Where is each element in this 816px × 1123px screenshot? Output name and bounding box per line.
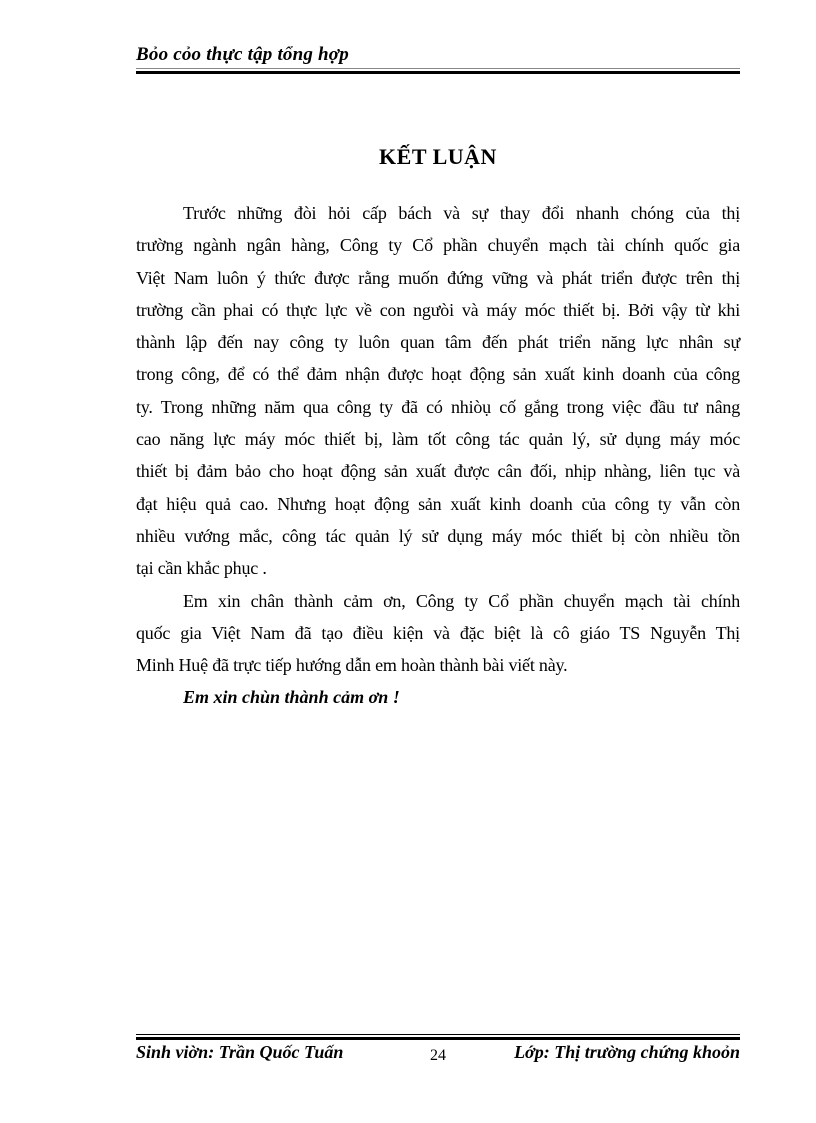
body-line: trong công, để có thể đảm nhận được hoạt động sản xuất kinh doanh của công	[136, 364, 740, 385]
body-line: đạt hiệu quả cao. Nhưng hoạt động sản xuất kinh doanh của công ty vẫn còn	[136, 493, 740, 514]
paragraph-1	[136, 197, 740, 585]
header-rule-thin	[136, 68, 740, 69]
document-body	[136, 197, 740, 714]
body-line: ty. Trong những năm qua công ty đã có nhiòụ cố gắng trong việc đầu tư nâng	[136, 396, 740, 417]
body-line: thiết bị đảm bảo cho hoạt động sản xuất được cân đối, nhịp nhàng, liên tục và	[136, 461, 740, 482]
page-title: KẾT LUẬN	[379, 144, 497, 169]
footer-rule	[136, 1034, 740, 1040]
header-title: Bỏo cỏo thực tập tổng hợp	[136, 44, 349, 65]
footer-student-name: Sinh viờn: Trần Quốc Tuấn	[136, 1042, 344, 1062]
body-line: Trước những đòi hỏi cấp bách và sự thay đổi nhanh chóng của thị	[183, 203, 740, 223]
header-rule-thick	[136, 71, 740, 74]
footer-rule-thin	[136, 1034, 740, 1035]
footer-class-name: Lớp: Thị trường chứng khoỏn	[514, 1042, 740, 1062]
body-line: cao năng lực máy móc thiết bị, làm tốt công tác quản lý, sử dụng máy móc	[136, 429, 740, 450]
body-line: nhiều vướng mắc, công tác quản lý sử dụng máy móc thiết bị còn nhiều tồn	[136, 525, 740, 546]
body-line: trường ngành ngân hàng, Công ty Cổ phần chuyển mạch tài chính quốc gia	[136, 235, 740, 256]
page-footer	[136, 1042, 740, 1070]
page-number: 24	[430, 1047, 446, 1064]
body-line: thành lập đến nay công ty luôn quan tâm đến phát triển năng lực nhân sự	[136, 332, 740, 353]
body-line: Minh Huệ đã trực tiếp hướng dẫn em hoàn thành bài viết này.	[136, 655, 568, 676]
body-line: Em xin chân thành cảm ơn, Công ty Cổ phần chuyển mạch tài chính	[183, 590, 740, 611]
paragraph-2	[136, 585, 740, 682]
closing-line: Em xin chùn thành cảm ơn !	[183, 687, 400, 708]
footer-rule-thick	[136, 1037, 740, 1040]
header-rule	[136, 68, 740, 74]
body-line: trường cần phai có thực lực về con ngưòi và máy móc thiết bị. Bởi vậy từ khi	[136, 299, 740, 320]
body-line: Việt Nam luôn ý thức được rằng muốn đứng vững và phát triển được trên thị	[136, 267, 740, 288]
body-line: quốc gia Việt Nam đã tạo điều kiện và đặc biệt là cô giáo TS Nguyễn Thị	[136, 622, 740, 643]
body-line: tại cần khắc phục .	[136, 558, 267, 579]
